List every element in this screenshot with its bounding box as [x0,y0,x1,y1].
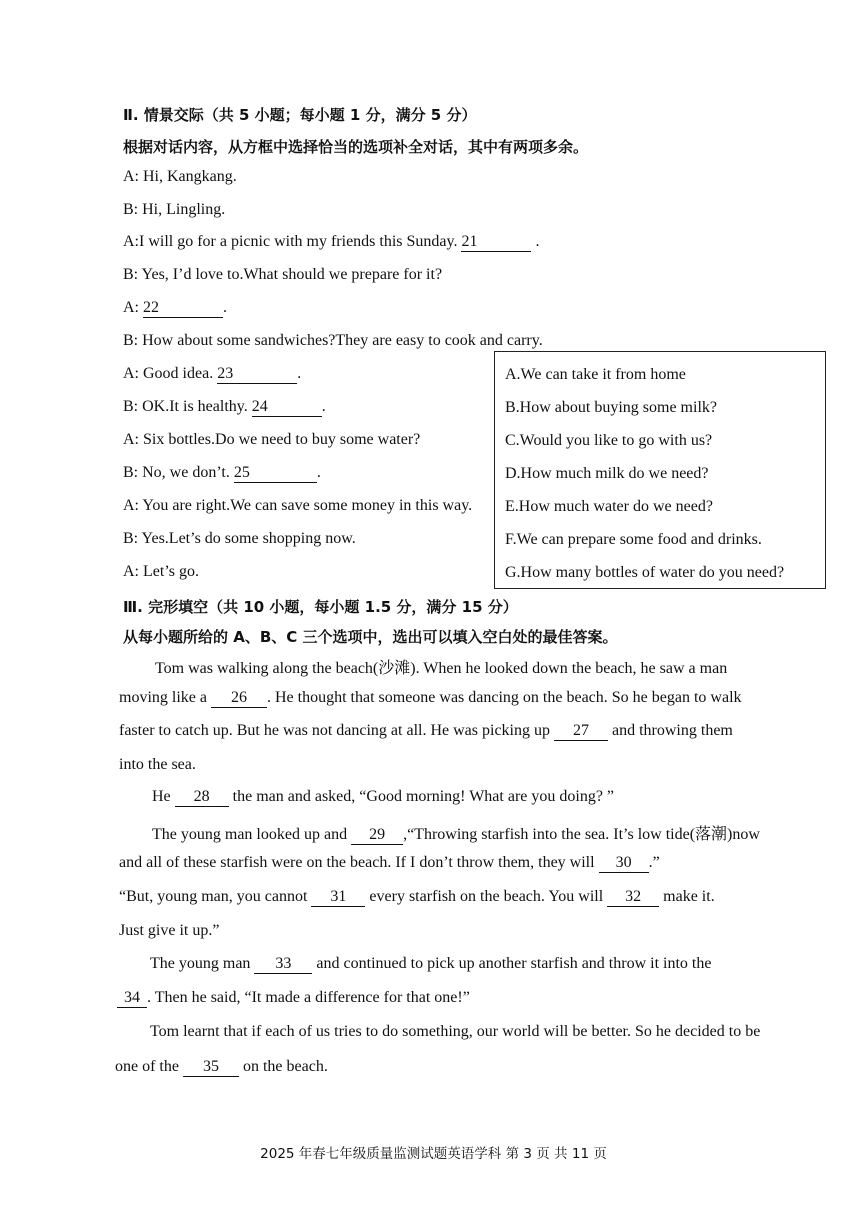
blank-31: 31 [311,888,365,907]
dialogue-text: A: Hi, Kangkang. [123,168,237,185]
passage-line [150,955,711,974]
dialogue-text: . [223,299,227,316]
passage-line [119,722,733,741]
option-e: E.How much water do we need? [505,498,713,515]
section-2-instruction: 根据对话内容，从方框中选择恰当的选项补全对话，其中有两项多余。 [123,138,589,156]
passage-line [119,689,742,708]
page-footer: 2025 年春七年级质量监测试题英语学科 第 3 页 共 11 页 [260,1146,607,1162]
blank-33: 33 [254,955,312,974]
dialogue-text: . [321,398,326,415]
dialogue-text: A: You are right.We can save some money in this way. [123,497,473,514]
dialogue-text: . [316,464,321,481]
dialogue-text: A: Let’s go. [123,563,199,580]
passage-line: Tom learnt that if each of us tries to do something, our world will be better. So he decided to be [150,1023,761,1040]
dialogue-text: B: Yes.Let’s do some shopping now. [123,530,356,547]
dialogue-text: A: Good idea. [123,365,218,382]
passage-line [117,989,470,1008]
passage-line [119,854,660,873]
blank-21: 21 [461,233,531,252]
passage-text: .” [648,854,660,871]
dialogue-text: B: Yes, I’d love to.What should we prepare for it? [123,266,443,283]
dialogue-text: B: How about some sandwiches?They are easy to cook and carry. [123,332,543,349]
passage-text: make it. [659,888,715,905]
passage-text: moving like a [119,689,211,706]
passage-line [119,888,715,907]
dialogue-line-1 [123,168,237,186]
passage-text: and throwing them [608,722,733,739]
dialogue-line-11 [123,497,472,515]
passage-text: . Then he said, “It made a difference for that one!” [147,989,470,1006]
blank-27: 27 [554,722,608,741]
section-3-heading: Ⅲ. 完形填空（共 10 小题，每小题 1.5 分，满分 15 分） [123,598,518,616]
passage-text: and continued to pick up another starfish and throw it into the [312,955,712,972]
passage-line [115,1058,328,1077]
dialogue-line-4 [123,266,442,284]
passage-line: into the sea. [119,756,196,773]
dialogue-line-13 [123,563,199,581]
dialogue-line-10 [123,464,321,483]
passage-line [152,821,760,845]
dialogue-text: A: Six bottles.Do we need to buy some water? [123,431,421,448]
dialogue-line-12 [123,530,356,548]
blank-22: 22 [143,299,223,318]
option-d: D.How much milk do we need? [505,465,709,482]
blank-32: 32 [607,888,659,907]
passage-text: faster to catch up. But he was not dancing at all. He was picking up [119,722,554,739]
passage-text: on the beach. [238,1058,328,1075]
blank-29: 29 [351,826,403,845]
passage-text: The young man [150,955,255,972]
passage-text: “But, young man, you cannot [119,888,312,905]
passage-text: and all of these starfish were on the beach. If I don’t throw them, they will [119,854,599,871]
option-c: C.Would you like to go with us? [505,432,713,449]
dialogue-text: A:I will go for a picnic with my friends this Sunday. [123,233,462,250]
dialogue-line-5 [123,299,227,318]
passage-text: He [152,788,175,805]
dialogue-line-7 [123,365,301,384]
blank-30: 30 [599,854,649,873]
option-b: B.How about buying some milk? [505,399,717,416]
option-g: G.How many bottles of water do you need? [505,564,785,581]
dialogue-text: B: Hi, Lingling. [123,201,226,218]
options-box [494,351,826,589]
passage-text: ,“Throwing starfish into the sea. It’s low tide(落潮)now [403,826,760,843]
blank-24: 24 [252,398,322,417]
dialogue-text: B: OK.It is healthy. [123,398,252,415]
blank-34: 34 [117,989,147,1008]
passage-text: the man and asked, “Good morning! What are you doing? ” [228,788,615,805]
passage-text: one of the [115,1058,183,1075]
section-3-instruction: 从每小题所给的 A、B、C 三个选项中，选出可以填入空白处的最佳答案。 [123,628,618,646]
blank-25: 25 [234,464,317,483]
passage-line: Tom was walking along the beach(沙滩). When he looked down the beach, he saw a man [155,660,728,677]
section-2-heading: Ⅱ. 情景交际（共 5 小题；每小题 1 分，满分 5 分） [123,106,477,124]
option-a: A.We can take it from home [505,366,686,383]
dialogue-text: B: No, we don’t. [123,464,234,481]
dialogue-line-6 [123,332,543,350]
passage-line [152,788,614,807]
passage-line: Just give it up.” [119,922,220,939]
dialogue-line-9 [123,431,420,449]
passage-text: The young man looked up and [152,826,352,843]
passage-text: every starfish on the beach. You will [365,888,608,905]
blank-26: 26 [211,689,267,708]
dialogue-line-3 [123,233,539,252]
option-f: F.We can prepare some food and drinks. [505,531,762,548]
blank-35: 35 [183,1058,239,1077]
blank-23: 23 [217,365,297,384]
dialogue-line-8 [123,398,326,417]
passage-text: . He thought that someone was dancing on the beach. So he began to walk [266,689,742,706]
dialogue-line-2 [123,201,225,219]
blank-28: 28 [175,788,229,807]
dialogue-text: . [297,365,302,382]
dialogue-text: . [531,233,540,250]
dialogue-text: A: [123,299,143,316]
